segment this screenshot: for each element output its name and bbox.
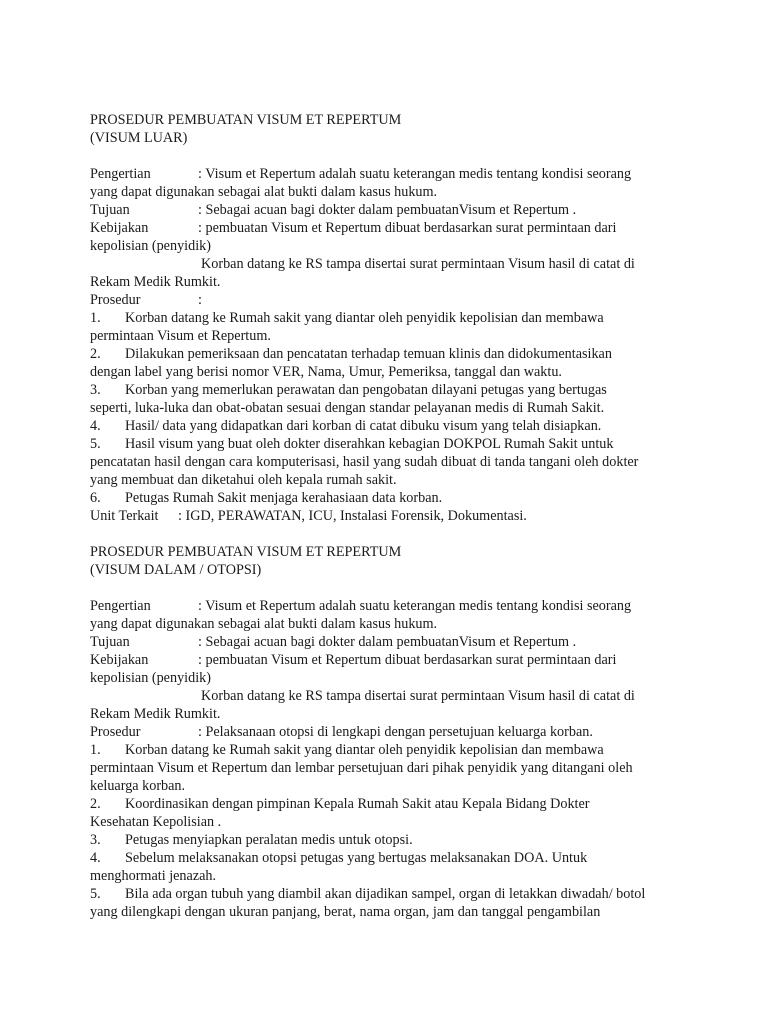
korban-note-cont: Rekam Medik Rumkit. xyxy=(90,274,221,290)
list-number: 4. xyxy=(90,418,101,434)
list-text-cont: permintaan Visum et Repertum. xyxy=(90,328,271,344)
section-title: PROSEDUR PEMBUATAN VISUM ET REPERTUM xyxy=(90,544,402,560)
prosedur-label: Prosedur xyxy=(90,724,141,740)
list-text: Hasil/ data yang didapatkan dari korban di catat dibuku visum yang telah disiapkan. xyxy=(125,418,602,434)
kebijakan-text-cont: kepolisian (penyidik) xyxy=(90,238,211,254)
kebijakan-label: Kebijakan xyxy=(90,220,149,236)
prosedur-colon: : xyxy=(198,292,202,308)
pengertian-text: : Visum et Repertum adalah suatu keterangan medis tentang kondisi seorang xyxy=(198,166,632,182)
prosedur-label: Prosedur xyxy=(90,292,141,308)
pengertian-label: Pengertian xyxy=(90,166,151,182)
list-text-cont: dengan label yang berisi nomor VER, Nama, Umur, Pemeriksa, tanggal dan waktu. xyxy=(90,364,562,380)
list-item xyxy=(90,849,587,867)
pengertian-row xyxy=(90,165,631,183)
korban-note: Korban datang ke RS tampa disertai surat permintaan Visum hasil di catat di xyxy=(201,688,635,704)
list-text-cont: permintaan Visum et Repertum dan lembar persetujuan dari pihak penyidik yang ditangani oleh xyxy=(90,760,633,776)
list-text-cont: yang membuat dan diketahui oleh kepala rumah sakit. xyxy=(90,472,397,488)
list-number: 5. xyxy=(90,436,101,452)
list-item xyxy=(90,795,590,813)
unit-terkait-label: Unit Terkait xyxy=(90,508,159,524)
list-text: Bila ada organ tubuh yang diambil akan dijadikan sampel, organ di letakkan diwadah/ botol xyxy=(125,886,646,902)
kebijakan-row xyxy=(90,651,616,669)
list-text: Koordinasikan dengan pimpinan Kepala Rumah Sakit atau Kepala Bidang Dokter xyxy=(125,796,590,812)
kebijakan-label: Kebijakan xyxy=(90,652,149,668)
list-item xyxy=(90,435,613,453)
prosedur-text: : Pelaksanaan otopsi di lengkapi dengan persetujuan keluarga korban. xyxy=(198,724,593,740)
list-number: 5. xyxy=(90,886,101,902)
tujuan-text: : Sebagai acuan bagi dokter dalam pembuatanVisum et Repertum . xyxy=(198,202,577,218)
list-text: Korban yang memerlukan perawatan dan pengobatan dilayani petugas yang bertugas xyxy=(125,382,607,398)
list-text-cont: keluarga korban. xyxy=(90,778,186,794)
list-item xyxy=(90,381,607,399)
list-text: Petugas Rumah Sakit menjaga kerahasiaan data korban. xyxy=(125,490,443,506)
list-item xyxy=(90,345,612,363)
prosedur-row xyxy=(90,291,202,309)
unit-terkait-row xyxy=(90,507,527,525)
unit-terkait-text: : IGD, PERAWATAN, ICU, Instalasi Forensik, Dokumentasi. xyxy=(178,508,527,524)
list-item xyxy=(90,489,442,507)
korban-note: Korban datang ke RS tampa disertai surat permintaan Visum hasil di catat di xyxy=(201,256,635,272)
kebijakan-text: : pembuatan Visum et Repertum dibuat berdasarkan surat permintaan dari xyxy=(198,652,617,668)
pengertian-text: : Visum et Repertum adalah suatu keterangan medis tentang kondisi seorang xyxy=(198,598,632,614)
list-number: 1. xyxy=(90,310,101,326)
tujuan-label: Tujuan xyxy=(90,202,130,218)
pengertian-text-cont: yang dapat digunakan sebagai alat bukti dalam kasus hukum. xyxy=(90,184,438,200)
list-text: Petugas menyiapkan peralatan medis untuk otopsi. xyxy=(125,832,413,848)
list-item xyxy=(90,417,601,435)
list-text-cont: Kesehatan Kepolisian . xyxy=(90,814,222,830)
section-title: PROSEDUR PEMBUATAN VISUM ET REPERTUM xyxy=(90,112,402,128)
kebijakan-text-cont: kepolisian (penyidik) xyxy=(90,670,211,686)
list-item xyxy=(90,741,604,759)
list-number: 2. xyxy=(90,796,101,812)
list-number: 2. xyxy=(90,346,101,362)
list-item xyxy=(90,831,413,849)
section-subtitle: (VISUM LUAR) xyxy=(90,130,188,146)
list-number: 1. xyxy=(90,742,101,758)
tujuan-row xyxy=(90,633,576,651)
kebijakan-text: : pembuatan Visum et Repertum dibuat berdasarkan surat permintaan dari xyxy=(198,220,617,236)
list-text-cont: seperti, luka-luka dan obat-obatan sesuai dengan standar pelayanan medis di Rumah Sakit. xyxy=(90,400,605,416)
list-text-cont: pencatatan hasil dengan cara komputerisasi, hasil yang sudah dibuat di tanda tangani oleh dokter xyxy=(90,454,639,470)
list-number: 6. xyxy=(90,490,101,506)
list-text: Sebelum melaksanakan otopsi petugas yang bertugas melaksanakan DOA. Untuk xyxy=(125,850,588,866)
section-subtitle: (VISUM DALAM / OTOPSI) xyxy=(90,562,262,578)
list-text: Korban datang ke Rumah sakit yang diantar oleh penyidik kepolisian dan membawa xyxy=(125,310,604,326)
list-number: 3. xyxy=(90,382,101,398)
list-text-cont: menghormati jenazah. xyxy=(90,868,217,884)
list-text: Hasil visum yang buat oleh dokter diserahkan kebagian DOKPOL Rumah Sakit untuk xyxy=(125,436,614,452)
list-item xyxy=(90,309,604,327)
prosedur-row xyxy=(90,723,593,741)
list-number: 4. xyxy=(90,850,101,866)
list-item xyxy=(90,885,645,903)
tujuan-label: Tujuan xyxy=(90,634,130,650)
list-text: Dilakukan pemeriksaan dan pencatatan terhadap temuan klinis dan didokumentasikan xyxy=(125,346,612,362)
korban-note-cont: Rekam Medik Rumkit. xyxy=(90,706,221,722)
tujuan-text: : Sebagai acuan bagi dokter dalam pembuatanVisum et Repertum . xyxy=(198,634,577,650)
list-text: Korban datang ke Rumah sakit yang diantar oleh penyidik kepolisian dan membawa xyxy=(125,742,604,758)
kebijakan-row xyxy=(90,219,616,237)
tujuan-row xyxy=(90,201,576,219)
list-number: 3. xyxy=(90,832,101,848)
pengertian-text-cont: yang dapat digunakan sebagai alat bukti dalam kasus hukum. xyxy=(90,616,438,632)
list-text-cont: yang dilengkapi dengan ukuran panjang, berat, nama organ, jam dan tanggal pengambilan xyxy=(90,904,601,920)
pengertian-row xyxy=(90,597,631,615)
pengertian-label: Pengertian xyxy=(90,598,151,614)
